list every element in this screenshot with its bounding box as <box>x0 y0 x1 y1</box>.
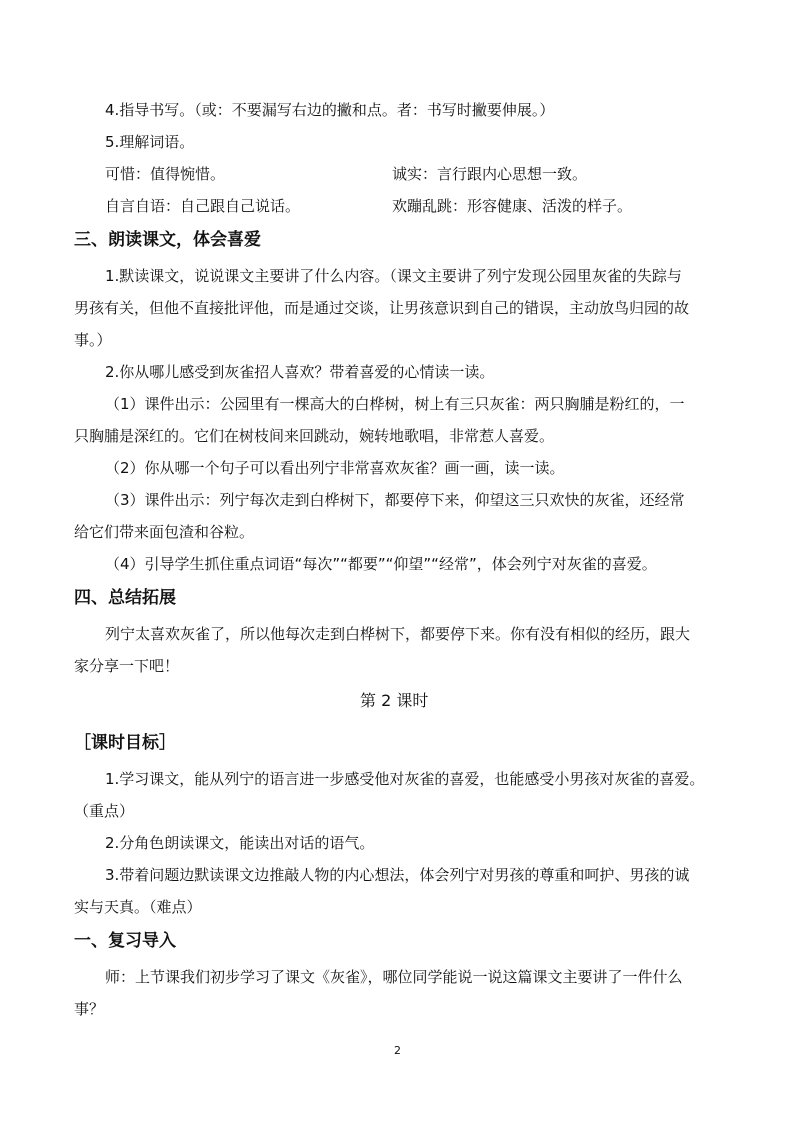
vocab-ziyanziyu: 自言自语：自己跟自己说话。 <box>105 197 301 215</box>
paragraph-writing-guide: 4.指导书写。（或：不要漏写右边的撇和点。者：书写时撇要伸展。） <box>105 101 555 119</box>
s4-paragraph-line-2: 家分享一下吧！ <box>74 657 180 675</box>
s3-paragraph-6: （4）引导学生抓住重点词语“每次”“都要”“仰望”“经常”，体会列宁对灰雀的喜爱。 <box>105 555 657 573</box>
s3-paragraph-4: （2）你从哪一个句子可以看出列宁非常喜欢灰雀？画一画，读一读。 <box>105 459 565 477</box>
teacher-line-2: 事？ <box>74 1000 105 1018</box>
vocab-huanbengluantiao: 欢蹦乱跳：形容健康、活泼的样子。 <box>392 197 633 215</box>
s3-paragraph-3-line-1: （1）课件出示：公园里有一棵高大的白桦树，树上有三只灰雀：两只胸脯是粉红的，一 <box>105 395 685 413</box>
s3-paragraph-1-line-1: 1.默读课文，说说课文主要讲了什么内容。（课文主要讲了列宁发现公园里灰雀的失踪与 <box>105 267 682 285</box>
s4-paragraph-line-1: 列宁太喜欢灰雀了，所以他每次走到白桦树下，都要停下来。你有没有相似的经历，跟大 <box>105 625 691 643</box>
goal-heading: ［课时目标］ <box>74 733 176 753</box>
goal-1-line-2: （重点） <box>74 802 135 820</box>
page-number: 2 <box>394 1044 401 1057</box>
s3-paragraph-5-line-2: 给它们带来面包渣和谷粒。 <box>74 523 255 541</box>
s3-paragraph-1-line-2: 男孩有关，但他不直接批评他，而是通过交谈，让男孩意识到自己的错误，主动放鸟归园的故 <box>74 299 690 317</box>
s3-paragraph-2: 2.你从哪儿感受到灰雀招人喜欢？带着喜爱的心情读一读。 <box>105 363 495 381</box>
goal-2: 2.分角色朗读课文，能读出对话的语气。 <box>105 834 375 852</box>
goal-3-line-2: 实与天真。（难点） <box>74 898 202 916</box>
s3-paragraph-1-line-3: 事。） <box>74 331 112 349</box>
section-heading-1: 一、复习导入 <box>74 931 176 951</box>
vocab-chengshi: 诚实：言行跟内心思想一致。 <box>392 165 588 183</box>
s3-paragraph-5-line-1: （3）课件出示：列宁每次走到白桦树下，都要停下来，仰望这三只欢快的灰雀，还经常 <box>105 491 685 509</box>
s3-paragraph-3-line-2: 只胸脯是深红的。它们在树枝间来回跳动，婉转地歌唱，非常惹人喜爱。 <box>74 427 555 445</box>
goal-1-line-1: 1.学习课文，能从列宁的语言进一步感受他对灰雀的喜爱，也能感受小男孩对灰雀的喜爱。 <box>105 770 705 788</box>
vocab-kexi: 可惜：值得惋惜。 <box>105 165 226 183</box>
paragraph-vocabulary: 5.理解词语。 <box>105 133 195 151</box>
section-heading-3: 三、朗读课文，体会喜爱 <box>74 230 261 250</box>
teacher-line-1: 师：上节课我们初步学习了课文《灰雀》，哪位同学能说一说这篇课文主要讲了一件什么 <box>105 968 683 986</box>
goal-3-line-1: 3.带着问题边默读课文边推敲人物的内心想法，体会列宁对男孩的尊重和呵护、男孩的诚 <box>105 866 690 884</box>
section-heading-4: 四、总结拓展 <box>74 588 176 608</box>
lesson-title: 第 2 课时 <box>360 691 429 710</box>
